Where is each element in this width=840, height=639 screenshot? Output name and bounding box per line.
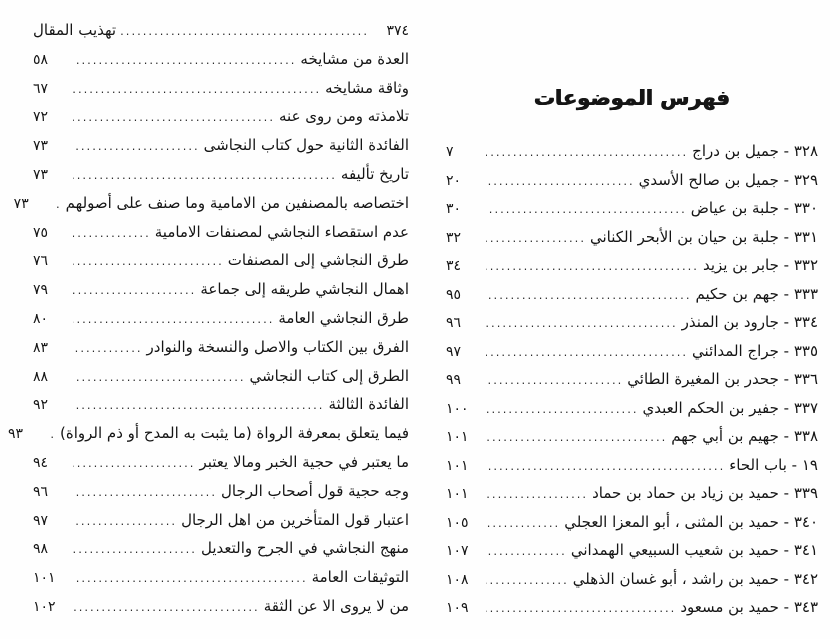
toc-entry: [33, 334, 409, 363]
dot-leader: [73, 391, 324, 420]
dot-leader: [73, 449, 195, 478]
toc-entry: [33, 75, 409, 104]
toc-entry: [33, 247, 409, 276]
page-number: ٧٣: [13, 195, 29, 212]
toc-entry-label: من لا يروى الا عن الثقة: [263, 596, 409, 615]
toc-entry-label: ما يعتبر في حجية الخبر ومالا يعتبر: [199, 452, 409, 471]
page-number: ٩٦: [446, 315, 462, 331]
dot-leader: [486, 167, 635, 196]
toc-entry-label: ٣٣٦ - جحدر بن المغيرة الطائي: [627, 370, 818, 388]
toc-entry-label: وثاقة مشايخه: [325, 78, 409, 97]
toc-entry: [33, 478, 409, 507]
toc-entry-label: ٣٣٥ - جراج المدائني: [692, 341, 818, 360]
dot-leader: [486, 252, 699, 281]
toc-entry: [33, 593, 409, 622]
dot-leader: [73, 219, 151, 248]
toc-entry: [33, 103, 409, 132]
page-number: ٨٠: [33, 310, 49, 327]
toc-entry-label: تلامذته ومن روى عنه: [279, 107, 409, 126]
page-number: ٣٧٤: [386, 23, 409, 39]
toc-entry: [446, 452, 818, 481]
toc-entry: [33, 564, 409, 593]
toc-entry-label: ٣٣٢ - جابر بن يزيد: [702, 256, 818, 274]
dot-leader: [486, 480, 588, 509]
toc-entry-label: ٣٣٠ - جلبة بن عياض: [690, 199, 818, 217]
toc-entry: [33, 17, 409, 46]
toc-entry-label: ٣٣٩ - حميد بن زياد بن حماد بن حماد: [592, 484, 818, 502]
page-number: ٩٣: [8, 426, 24, 443]
page-number: ٨٨: [33, 368, 49, 385]
toc-entry: [8, 420, 409, 449]
toc-entry-label: ٣٣٧ - جفير بن الحكم العبدي: [642, 398, 818, 417]
page-number: ٩٦: [33, 483, 49, 500]
page-number: ٧٥: [33, 224, 49, 241]
toc-entry-label: ٣٣٨ - جهيم بن أبي جهم: [671, 427, 818, 445]
toc-entry-label: عدم استقصاء النجاشي لمصنفات الامامية: [154, 222, 409, 241]
dot-leader: [486, 423, 667, 452]
toc-entry-label: اهمال النجاشي طريقه إلى جماعة: [200, 280, 409, 299]
toc-entry: [446, 252, 818, 281]
dot-leader: [73, 535, 197, 564]
toc-entry-label: ٣٤٠ - حميد بن المثنى ، أبو المعزا العجلي: [564, 512, 818, 531]
dot-leader: [486, 594, 676, 623]
toc-entry: [33, 46, 409, 75]
dot-leader: [486, 281, 692, 310]
right-page: [446, 0, 818, 623]
page-number: ١٠٧: [446, 543, 469, 559]
page-number: ٣٠: [446, 201, 462, 217]
dot-leader: [486, 566, 569, 595]
toc-entry-label: ٣٣٤ - جارود بن المنذر: [681, 313, 818, 331]
toc-entry-label: ٣٢٩ - جميل بن صالح الأسدي: [638, 170, 818, 189]
toc-entry-label: التوثيقات العامة: [311, 568, 409, 587]
toc-entry-label: الفائدة الثانية حول كتاب النجاشى: [203, 136, 409, 155]
toc-entry-label: ٣٤٢ - حميد بن راشد ، أبو غسان الذهلي: [572, 569, 818, 588]
dot-leader: [486, 452, 725, 481]
toc-entry: [446, 281, 818, 310]
dot-leader: [73, 46, 296, 75]
dot-leader: [73, 507, 177, 536]
toc-entry: [446, 338, 818, 367]
dot-leader: [73, 363, 246, 392]
toc-entry-label: تاريخ تأليفه: [340, 164, 409, 183]
page-number: ٧٩: [33, 282, 49, 299]
page-number: ٧: [446, 144, 454, 160]
toc-entry: [33, 363, 409, 392]
page-number: ١٠٠: [446, 400, 469, 417]
toc-entry: [446, 138, 818, 167]
toc-entry: [446, 423, 818, 452]
dot-leader: [73, 334, 143, 363]
toc-entry: [33, 276, 409, 305]
toc-entry: [446, 167, 818, 196]
toc-entry: [446, 537, 818, 566]
dot-leader: [73, 478, 217, 507]
page-number: ١٠١: [33, 570, 56, 587]
page-number: ٧٢: [33, 109, 49, 126]
toc-entry: [33, 449, 409, 478]
dot-leader: [73, 305, 274, 334]
page-number: ٦٧: [33, 80, 49, 97]
dot-leader: [73, 276, 196, 305]
right-page-toc: [446, 138, 818, 623]
toc-entry: [446, 594, 818, 623]
toc-entry: [33, 161, 409, 190]
dot-leader: [486, 366, 623, 395]
dot-leader: [48, 420, 56, 449]
page-number: ١٠١: [446, 429, 469, 445]
toc-entry-label: وجه حجية قول أصحاب الرجال: [220, 481, 409, 500]
toc-entry: [13, 190, 409, 219]
toc-entry-label: الفائدة الثالثة: [328, 395, 409, 414]
dot-leader: [120, 17, 369, 46]
toc-entry-label: اعتبار قول المتأخرين من اهل الرجال: [181, 510, 409, 529]
toc-entry: [446, 195, 818, 224]
toc-entry: [446, 566, 818, 595]
toc-entry: [33, 507, 409, 536]
dot-leader: [73, 593, 260, 622]
toc-entry-label: فيما يتعلق بمعرفة الرواة (ما يثبت به المدح أو ذم الرواة): [60, 424, 409, 443]
section-title: فهرس الموضوعات: [533, 86, 731, 110]
dot-leader: [486, 138, 688, 167]
page-number: ١٠١: [446, 486, 469, 502]
dot-leader: [486, 395, 639, 424]
toc-entry: [446, 309, 818, 338]
page-number: ٣٤: [446, 258, 462, 274]
toc-entry-label: طرق النجاشي العامة: [278, 308, 409, 327]
toc-entry-label: ٣٢٨ - جميل بن دراج: [692, 142, 818, 160]
toc-entry-label: ٣٣١ - جلبة بن حيان بن الأبحر الكناني: [590, 227, 818, 246]
dot-leader: [73, 564, 308, 593]
dot-leader: [486, 195, 687, 224]
toc-entry-label: العدة من مشايخه: [300, 49, 409, 68]
page-number: ٨٣: [33, 339, 49, 356]
toc-entry: [446, 395, 818, 424]
dot-leader: [73, 132, 200, 161]
page-number: ٣٢: [446, 229, 462, 246]
dot-leader: [486, 224, 586, 253]
toc-entry: [446, 480, 818, 509]
toc-entry-label: الطرق إلى كتاب النجاشي: [249, 366, 409, 385]
toc-entry-label: الفرق بين الكتاب والاصل والنسخة والنوادر: [146, 337, 409, 356]
dot-leader: [73, 161, 337, 190]
toc-entry: [446, 509, 818, 538]
page-number: ٩٥: [446, 286, 462, 303]
toc-entry: [33, 535, 409, 564]
toc-entry: [33, 305, 409, 334]
page-number: ٩٩: [446, 372, 462, 388]
page-number: ١٠٩: [446, 600, 469, 616]
dot-leader: [73, 103, 275, 132]
page-number: ٧٣: [33, 138, 49, 155]
toc-entry: [33, 391, 409, 420]
toc-entry: [446, 366, 818, 395]
dot-leader: [486, 537, 567, 566]
toc-entry-label: ١٩ - باب الحاء: [729, 455, 818, 474]
toc-entry-label: ٣٤٣ - حميد بن مسعود: [680, 598, 818, 616]
toc-entry-label: ٣٤١ - حميد بن شعيب السبيعي الهمداني: [570, 541, 818, 559]
dot-leader: [73, 75, 321, 104]
toc-entry: [33, 219, 409, 248]
toc-entry: [33, 132, 409, 161]
page-number: ٩٢: [33, 397, 49, 414]
toc-entry-label: ٣٣٣ - جهم بن حكيم: [695, 284, 818, 303]
page-number: ٩٤: [33, 454, 49, 471]
left-page-toc: [8, 17, 409, 622]
page-number: ٩٧: [33, 512, 49, 529]
page-number: ١٠٨: [446, 571, 469, 588]
dot-leader: [486, 309, 678, 338]
dot-leader: [54, 190, 62, 219]
page-number: ٧٣: [33, 166, 49, 183]
page-number: ٢٠: [446, 172, 462, 189]
page-number: ٧٦: [33, 253, 49, 270]
page-number: ١٠٥: [446, 514, 469, 531]
toc-entry: [446, 224, 818, 253]
toc-entry-label: اختصاصه بالمصنفين من الامامية وما صنف على أصولهم: [65, 193, 409, 212]
page-number: ٩٧: [446, 343, 462, 360]
dot-leader: [73, 247, 224, 276]
dot-leader: [486, 509, 560, 538]
dot-leader: [486, 338, 688, 367]
toc-entry-label: منهج النجاشي في الجرح والتعديل: [200, 539, 409, 558]
page-number: ٥٨: [33, 51, 49, 68]
page-number: ٩٨: [33, 541, 49, 558]
toc-entry-label: طرق النجاشي إلى المصنفات: [227, 251, 409, 270]
page-number: ١٠٢: [33, 598, 56, 615]
toc-entry-label: تهذيب المقال: [33, 21, 117, 39]
page-number: ١٠١: [446, 457, 469, 474]
